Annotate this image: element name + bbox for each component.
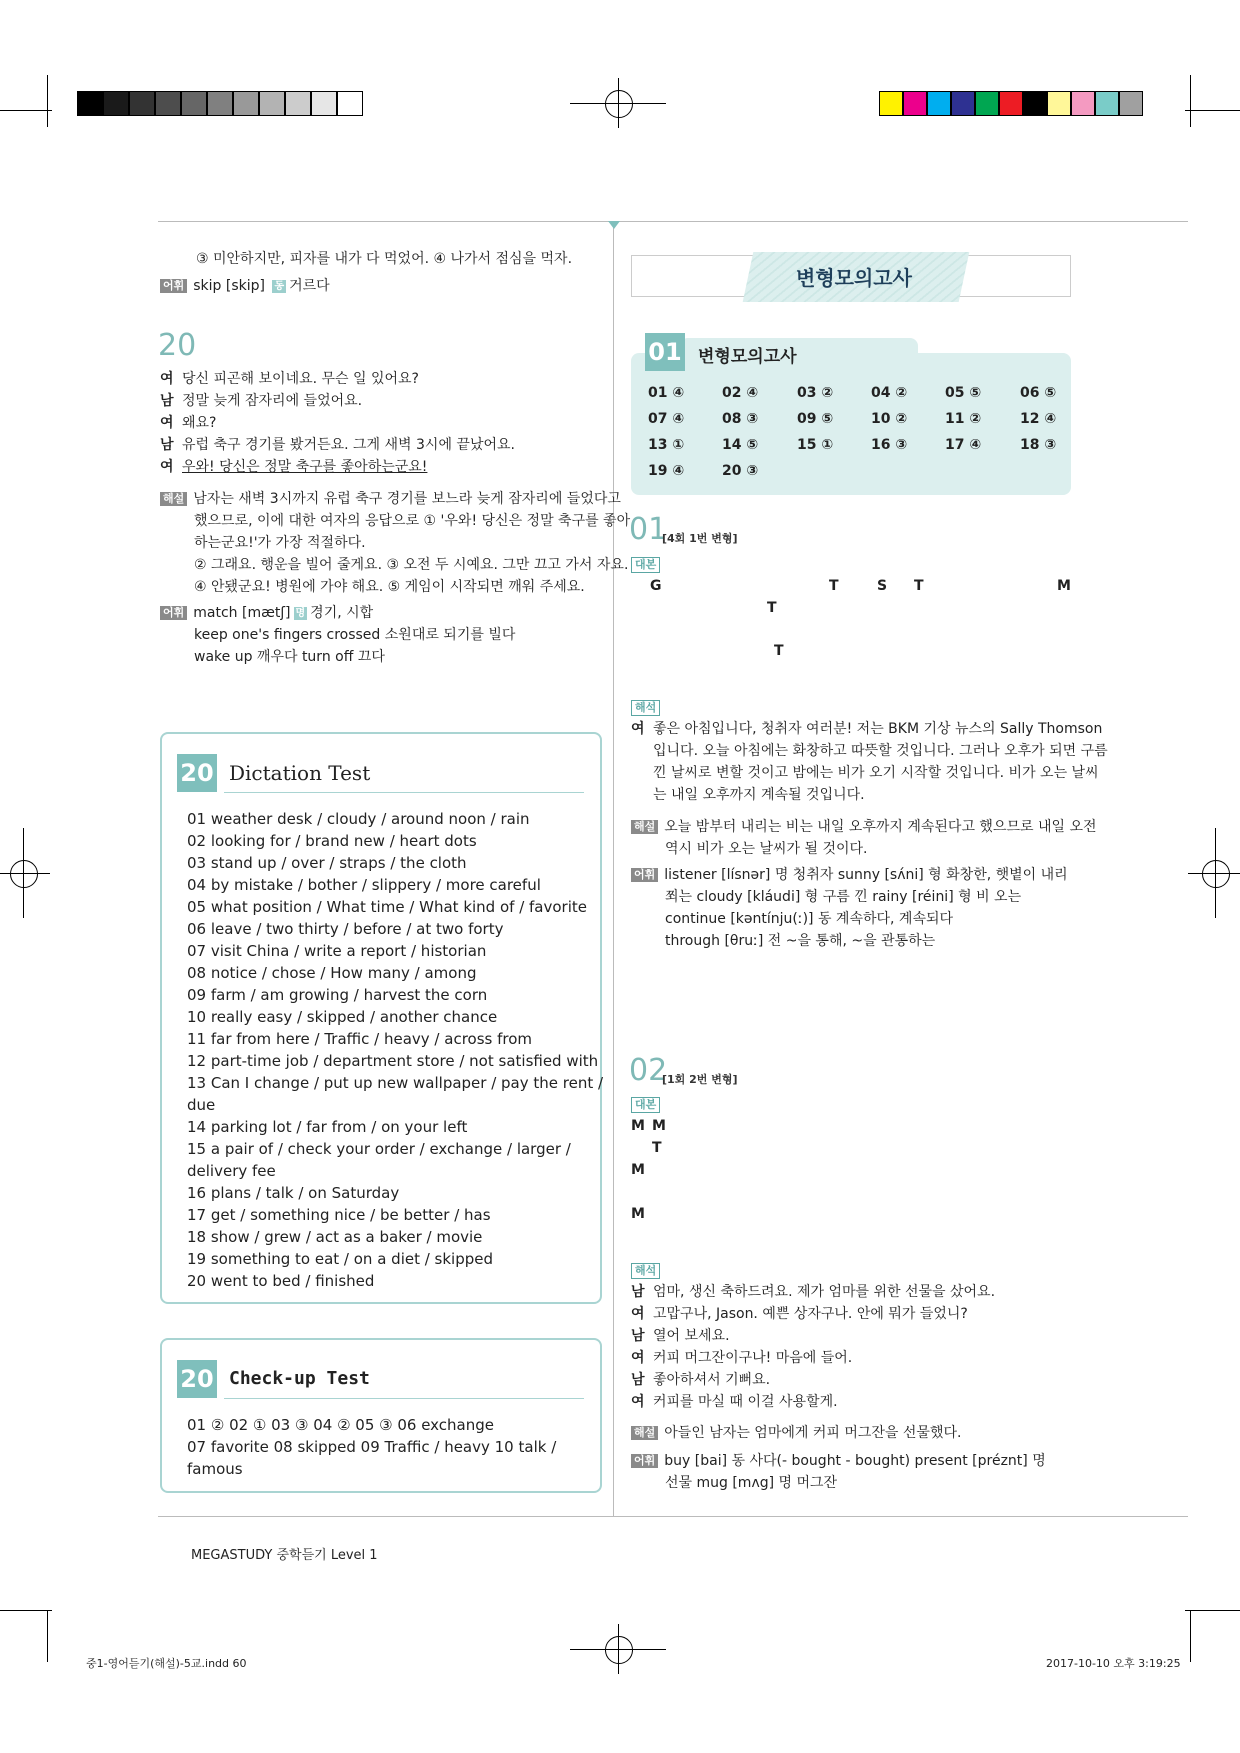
checkup-title-rule: [224, 1398, 584, 1399]
top-rule: [158, 221, 1188, 222]
section-title: 변형모의고사: [796, 266, 912, 290]
q01-translation-tag: 해석: [631, 700, 666, 716]
slug-date: 2017-10-10 오후 3:19:25: [1046, 1657, 1181, 1670]
page-footer: MEGASTUDY 중학듣기 Level 1: [191, 1548, 378, 1563]
dictation-title-rule: [224, 792, 584, 793]
dictation-number: 20: [177, 754, 217, 792]
dictation-title: Dictation Test: [229, 761, 371, 785]
bottom-rule: [158, 1516, 1188, 1517]
slug-file: 중1-영어듣기(해설)-5교.indd 60: [86, 1657, 247, 1670]
q19-vocab: 어휘 skip [skip] 동 거르다: [160, 277, 330, 295]
q19-options: ③ 미안하지만, 피자를 내가 다 먹었어. ④ 나가서 점심을 먹자.: [196, 251, 573, 267]
answer-box-title: 변형모의고사: [698, 347, 797, 367]
question-number-20: 20: [158, 328, 197, 363]
vocab-tag: 어휘: [160, 279, 187, 293]
answer-box-number: 01: [645, 333, 685, 371]
center-divider: [613, 221, 614, 1516]
q02-explanation: 해설 아들인 남자는 엄마에게 커피 머그잔을 선물했다.: [631, 1424, 961, 1442]
q02-translation-tag: 해석: [631, 1263, 666, 1279]
answer-box: [631, 353, 1071, 495]
checkup-number: 20: [177, 1360, 217, 1398]
center-divider-marker: [608, 221, 620, 229]
checkup-title: Check-up Test: [229, 1368, 370, 1389]
q02-script-tag: 대본: [631, 1097, 666, 1113]
q01-script-tag: 대본: [631, 557, 666, 573]
